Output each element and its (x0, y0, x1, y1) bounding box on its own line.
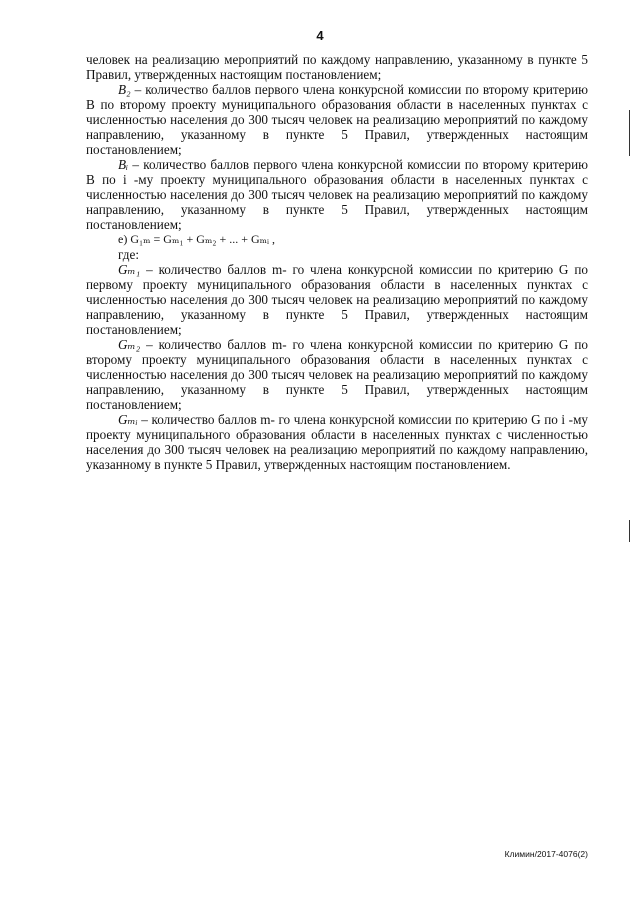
symbol-bi: Bᵢ (118, 157, 129, 172)
paragraph-bi (86, 157, 588, 232)
margin-mark-bottom (629, 520, 630, 542)
paragraph-continuation: человек на реализацию мероприятий по каждому направлению, указанному в пункте 5 Правил, утвержденных настоящим постановлением; (86, 52, 588, 82)
footer-code: Климин/2017-4076(2) (504, 849, 588, 859)
page-number: 4 (316, 28, 324, 43)
paragraph-gmi-text: – количество баллов m- го члена конкурсной комиссии по критерию G по i -му проекту муниципального образования области в населенных пунктах с численностью населения до 300 тысяч человек на реализацию мероприятий по каждому направлению, указанному в пункте 5 Правил, утвержденных настоящим постановлением. (86, 412, 589, 472)
symbol-gm2: Gₘ₂ (118, 337, 141, 352)
paragraph-b2 (86, 82, 588, 157)
document-body (86, 52, 588, 472)
formula-e: е) G₁ₘ = Gₘ₁ + Gₘ₂ + ... + Gₘᵢ , (118, 232, 276, 246)
symbol-gm1: Gₘ₁ (118, 262, 141, 277)
symbol-b2: B₂ (118, 82, 131, 97)
paragraph-gm2 (86, 337, 588, 412)
symbol-gmi: Gₘᵢ (118, 412, 138, 427)
margin-mark-top (629, 110, 630, 156)
paragraph-gm1-text: – количество баллов m- го члена конкурсной комиссии по критерию G по первому проекту муниципального образования области в населенных пунктах с численностью населения до 300 тысяч человек на реализацию мероприятий по каждому направлению, указанному в пункте 5 Правил, утвержденных настоящим постановлением; (86, 262, 588, 337)
paragraph-gm1 (86, 262, 588, 337)
paragraph-bi-text: – количество баллов первого члена конкурсной комиссии по второму критерию В по i -му проекту муниципального образования области в населенных пунктах с численностью населения до 300 тысяч человек на реализацию мероприятий по каждому направлению, указанному в пункте 5 Правил, утвержденных настоящим постановлением; (86, 157, 588, 232)
paragraph-b2-text: – количество баллов первого члена конкурсной комиссии по второму критерию В по второму проекту муниципального образования области в населенных пунктах с численностью населения до 300 тысяч человек на реализацию мероприятий по каждому направлению, указанному в пункте 5 Правил, утвержденных настоящим постановлением; (86, 82, 588, 157)
where-label: где: (118, 247, 139, 262)
paragraph-gm2-text: – количество баллов m- го члена конкурсной комиссии по критерию G по второму проекту муниципального образования области в населенных пунктах с численностью населения до 300 тысяч человек на реализацию мероприятий по каждому направлению, указанному в пункте 5 Правил, утвержденных настоящим постановлением; (86, 337, 588, 412)
paragraph-gmi (86, 412, 588, 472)
